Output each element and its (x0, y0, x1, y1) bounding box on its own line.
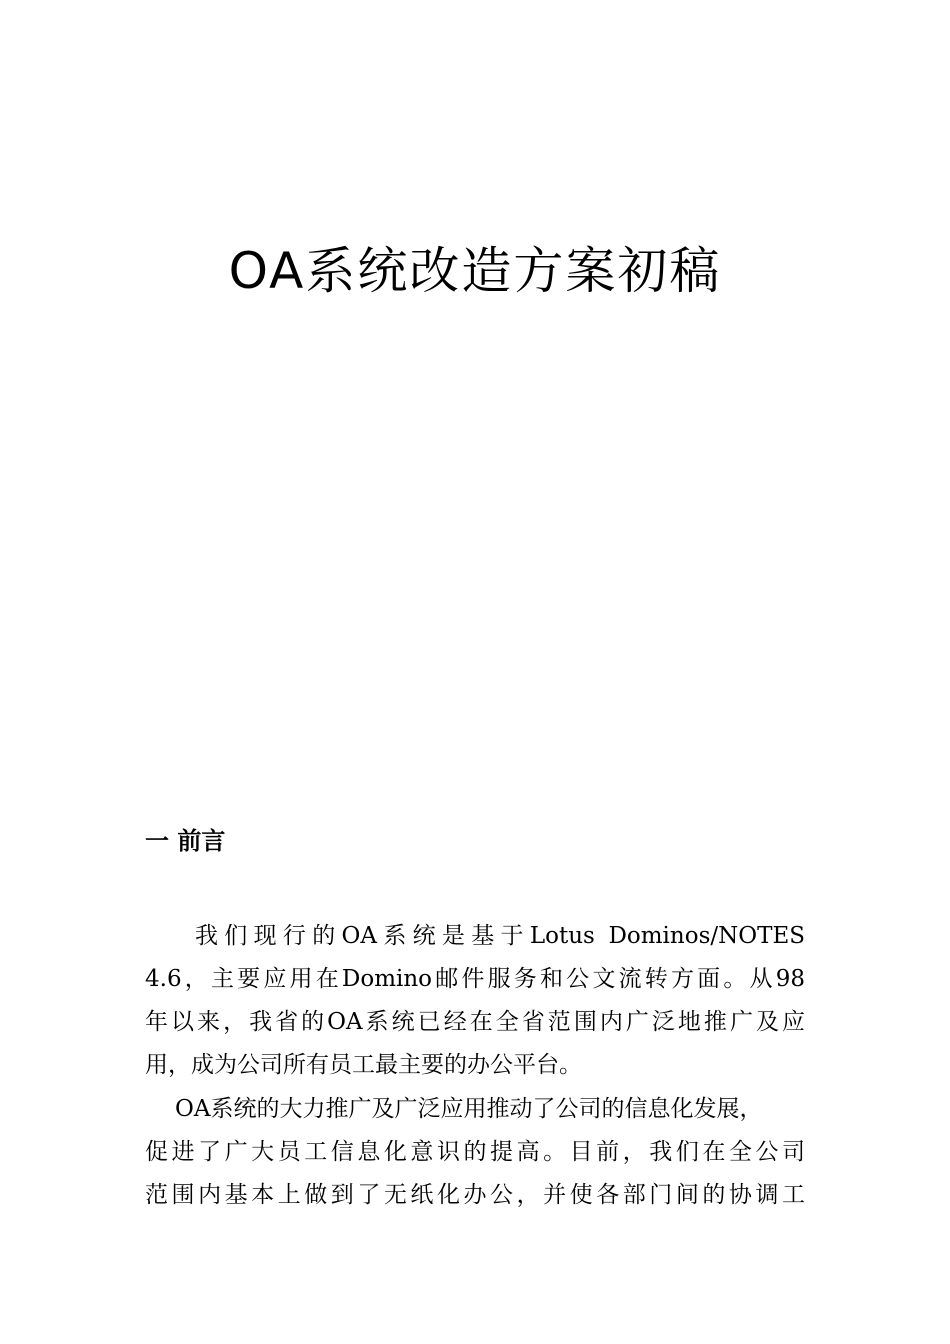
document-title: OA系统改造方案初稿 (228, 242, 722, 300)
paragraph-1-line-4: 用，成为公司所有员工最主要的办公平台。 (145, 1052, 582, 1078)
paragraph-2-line-3: 范围内基本上做到了无纸化办公，并使各部门间的协调工 (145, 1182, 805, 1208)
section-heading-preface: 一 前言 (145, 827, 226, 855)
paragraph-2-line-2: 促进了广大员工信息化意识的提高。目前，我们在全公司 (145, 1139, 805, 1165)
paragraph-1-line-1: 我们现行的OA系统是基于Lotus Dominos/NOTES (195, 923, 805, 949)
paragraph-1-line-2: 4.6，主要应用在Domino邮件服务和公文流转方面。从98 (145, 966, 805, 992)
paragraph-1-line-3: 年以来，我省的OA系统已经在全省范围内广泛地推广及应 (145, 1009, 805, 1035)
paragraph-1 (145, 915, 805, 1087)
paragraph-2-line-1: OA系统的大力推广及广泛应用推动了公司的信息化发展， (175, 1096, 763, 1122)
paragraph-2 (145, 1088, 805, 1217)
